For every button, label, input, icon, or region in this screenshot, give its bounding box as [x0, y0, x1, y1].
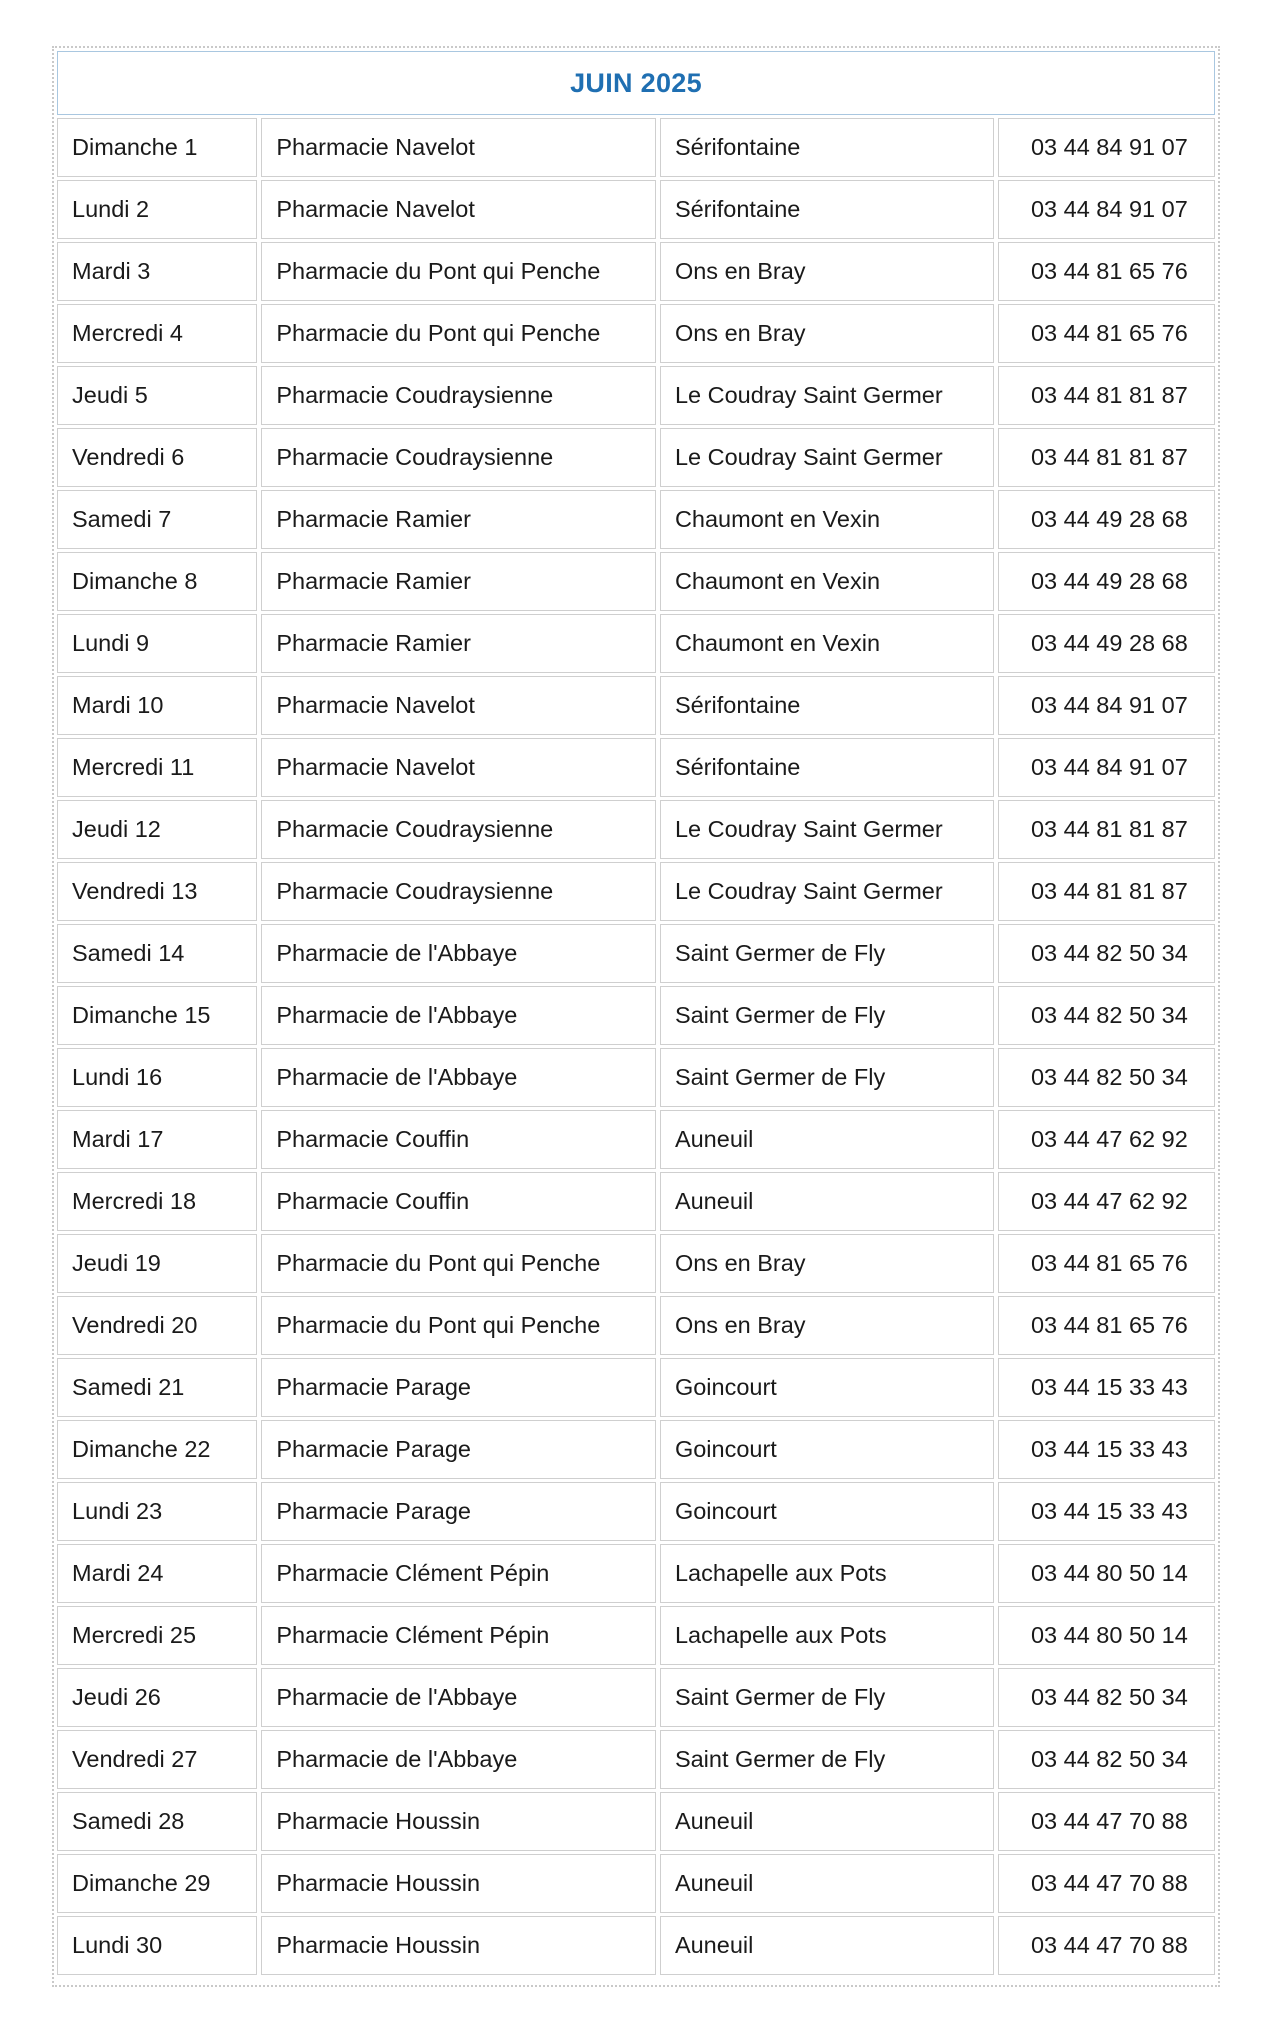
- pharmacy-cell: Pharmacie Houssin: [261, 1792, 656, 1851]
- town-cell: Saint Germer de Fly: [660, 986, 994, 1045]
- town-cell: Goincourt: [660, 1420, 994, 1479]
- day-cell: Mercredi 11: [57, 738, 257, 797]
- town-cell: Le Coudray Saint Germer: [660, 862, 994, 921]
- day-cell: Jeudi 12: [57, 800, 257, 859]
- town-cell: Sérifontaine: [660, 180, 994, 239]
- table-row: [57, 738, 1215, 797]
- town-cell: Chaumont en Vexin: [660, 552, 994, 611]
- town-cell: Sérifontaine: [660, 738, 994, 797]
- table-row: [57, 428, 1215, 487]
- pharmacy-cell: Pharmacie Navelot: [261, 676, 656, 735]
- table-row: [57, 180, 1215, 239]
- phone-cell: 03 44 81 65 76: [998, 304, 1215, 363]
- pharmacy-cell: Pharmacie du Pont qui Penche: [261, 242, 656, 301]
- table-row: [57, 1730, 1215, 1789]
- pharmacy-cell: Pharmacie Parage: [261, 1420, 656, 1479]
- pharmacy-cell: Pharmacie du Pont qui Penche: [261, 1234, 656, 1293]
- pharmacy-cell: Pharmacie Coudraysienne: [261, 366, 656, 425]
- table-row: [57, 1358, 1215, 1417]
- town-cell: Saint Germer de Fly: [660, 1048, 994, 1107]
- phone-cell: 03 44 49 28 68: [998, 552, 1215, 611]
- day-cell: Vendredi 20: [57, 1296, 257, 1355]
- pharmacy-cell: Pharmacie Clément Pépin: [261, 1544, 656, 1603]
- table-row: [57, 986, 1215, 1045]
- table-row: [57, 924, 1215, 983]
- town-cell: Saint Germer de Fly: [660, 924, 994, 983]
- town-cell: Goincourt: [660, 1482, 994, 1541]
- phone-cell: 03 44 47 70 88: [998, 1916, 1215, 1975]
- day-cell: Vendredi 6: [57, 428, 257, 487]
- day-cell: Samedi 21: [57, 1358, 257, 1417]
- table-row: [57, 1792, 1215, 1851]
- pharmacy-cell: Pharmacie Navelot: [261, 738, 656, 797]
- phone-cell: 03 44 82 50 34: [998, 1048, 1215, 1107]
- pharmacy-cell: Pharmacie Ramier: [261, 552, 656, 611]
- pharmacy-cell: Pharmacie du Pont qui Penche: [261, 1296, 656, 1355]
- day-cell: Samedi 28: [57, 1792, 257, 1851]
- town-cell: Auneuil: [660, 1916, 994, 1975]
- table-row: [57, 1916, 1215, 1975]
- town-cell: Sérifontaine: [660, 676, 994, 735]
- pharmacy-cell: Pharmacie Ramier: [261, 490, 656, 549]
- month-title: JUIN 2025: [570, 67, 702, 98]
- day-cell: Mardi 24: [57, 1544, 257, 1603]
- phone-cell: 03 44 15 33 43: [998, 1482, 1215, 1541]
- table-row: [57, 1854, 1215, 1913]
- day-cell: Mercredi 25: [57, 1606, 257, 1665]
- day-cell: Dimanche 15: [57, 986, 257, 1045]
- pharmacy-cell: Pharmacie Navelot: [261, 118, 656, 177]
- table-row: [57, 800, 1215, 859]
- phone-cell: 03 44 15 33 43: [998, 1420, 1215, 1479]
- day-cell: Lundi 30: [57, 1916, 257, 1975]
- phone-cell: 03 44 47 62 92: [998, 1172, 1215, 1231]
- phone-cell: 03 44 84 91 07: [998, 676, 1215, 735]
- pharmacy-cell: Pharmacie de l'Abbaye: [261, 924, 656, 983]
- table-row: [57, 1048, 1215, 1107]
- town-cell: Chaumont en Vexin: [660, 614, 994, 673]
- town-cell: Le Coudray Saint Germer: [660, 428, 994, 487]
- day-cell: Dimanche 1: [57, 118, 257, 177]
- phone-cell: 03 44 81 81 87: [998, 366, 1215, 425]
- pharmacy-cell: Pharmacie Parage: [261, 1358, 656, 1417]
- pharmacy-cell: Pharmacie Coudraysienne: [261, 800, 656, 859]
- day-cell: Jeudi 26: [57, 1668, 257, 1727]
- day-cell: Lundi 9: [57, 614, 257, 673]
- phone-cell: 03 44 81 81 87: [998, 428, 1215, 487]
- table-row: [57, 490, 1215, 549]
- table-row: [57, 552, 1215, 611]
- day-cell: Lundi 2: [57, 180, 257, 239]
- table-row: [57, 1482, 1215, 1541]
- town-cell: Auneuil: [660, 1110, 994, 1169]
- day-cell: Dimanche 29: [57, 1854, 257, 1913]
- table-row: [57, 1668, 1215, 1727]
- day-cell: Dimanche 8: [57, 552, 257, 611]
- phone-cell: 03 44 84 91 07: [998, 180, 1215, 239]
- town-cell: Le Coudray Saint Germer: [660, 366, 994, 425]
- phone-cell: 03 44 81 65 76: [998, 1296, 1215, 1355]
- phone-cell: 03 44 49 28 68: [998, 490, 1215, 549]
- phone-cell: 03 44 82 50 34: [998, 924, 1215, 983]
- pharmacy-cell: Pharmacie de l'Abbaye: [261, 1048, 656, 1107]
- table-row: [57, 1172, 1215, 1231]
- pharmacy-cell: Pharmacie de l'Abbaye: [261, 986, 656, 1045]
- town-cell: Ons en Bray: [660, 1234, 994, 1293]
- day-cell: Mercredi 4: [57, 304, 257, 363]
- duty-rows: [57, 118, 1215, 1975]
- phone-cell: 03 44 81 81 87: [998, 800, 1215, 859]
- table-row: [57, 1110, 1215, 1169]
- table-row: [57, 862, 1215, 921]
- table-row: [57, 1234, 1215, 1293]
- day-cell: Vendredi 13: [57, 862, 257, 921]
- day-cell: Lundi 23: [57, 1482, 257, 1541]
- pharmacy-cell: Pharmacie Ramier: [261, 614, 656, 673]
- pharmacy-cell: Pharmacie Coudraysienne: [261, 428, 656, 487]
- phone-cell: 03 44 81 65 76: [998, 242, 1215, 301]
- pharmacy-cell: Pharmacie Couffin: [261, 1110, 656, 1169]
- calendar-table: [52, 46, 1220, 1987]
- town-cell: Auneuil: [660, 1172, 994, 1231]
- phone-cell: 03 44 49 28 68: [998, 614, 1215, 673]
- day-cell: Samedi 14: [57, 924, 257, 983]
- day-cell: Jeudi 19: [57, 1234, 257, 1293]
- phone-cell: 03 44 82 50 34: [998, 1668, 1215, 1727]
- phone-cell: 03 44 84 91 07: [998, 118, 1215, 177]
- pharmacy-cell: Pharmacie Couffin: [261, 1172, 656, 1231]
- pharmacy-cell: Pharmacie de l'Abbaye: [261, 1668, 656, 1727]
- pharmacy-cell: Pharmacie de l'Abbaye: [261, 1730, 656, 1789]
- pharmacy-cell: Pharmacie du Pont qui Penche: [261, 304, 656, 363]
- day-cell: Vendredi 27: [57, 1730, 257, 1789]
- table-row: [57, 614, 1215, 673]
- pharmacy-cell: Pharmacie Clément Pépin: [261, 1606, 656, 1665]
- table-row: [57, 242, 1215, 301]
- town-cell: Saint Germer de Fly: [660, 1730, 994, 1789]
- phone-cell: 03 44 84 91 07: [998, 738, 1215, 797]
- town-cell: Auneuil: [660, 1854, 994, 1913]
- town-cell: Chaumont en Vexin: [660, 490, 994, 549]
- day-cell: Dimanche 22: [57, 1420, 257, 1479]
- table-row: [57, 118, 1215, 177]
- day-cell: Samedi 7: [57, 490, 257, 549]
- town-cell: Ons en Bray: [660, 242, 994, 301]
- day-cell: Mardi 10: [57, 676, 257, 735]
- town-cell: Goincourt: [660, 1358, 994, 1417]
- phone-cell: 03 44 80 50 14: [998, 1606, 1215, 1665]
- town-cell: Le Coudray Saint Germer: [660, 800, 994, 859]
- pharmacy-cell: Pharmacie Houssin: [261, 1854, 656, 1913]
- day-cell: Jeudi 5: [57, 366, 257, 425]
- table-row: [57, 1420, 1215, 1479]
- pharmacy-cell: Pharmacie Houssin: [261, 1916, 656, 1975]
- town-cell: Saint Germer de Fly: [660, 1668, 994, 1727]
- phone-cell: 03 44 82 50 34: [998, 1730, 1215, 1789]
- town-cell: Auneuil: [660, 1792, 994, 1851]
- day-cell: Mardi 17: [57, 1110, 257, 1169]
- table-row: [57, 1544, 1215, 1603]
- phone-cell: 03 44 82 50 34: [998, 986, 1215, 1045]
- phone-cell: 03 44 47 70 88: [998, 1792, 1215, 1851]
- table-row: [57, 304, 1215, 363]
- phone-cell: 03 44 47 62 92: [998, 1110, 1215, 1169]
- table-row: [57, 1296, 1215, 1355]
- day-cell: Lundi 16: [57, 1048, 257, 1107]
- phone-cell: 03 44 81 81 87: [998, 862, 1215, 921]
- town-cell: Ons en Bray: [660, 1296, 994, 1355]
- phone-cell: 03 44 80 50 14: [998, 1544, 1215, 1603]
- table-row: [57, 366, 1215, 425]
- table-row: [57, 1606, 1215, 1665]
- town-cell: Sérifontaine: [660, 118, 994, 177]
- table-row: [57, 676, 1215, 735]
- day-cell: Mercredi 18: [57, 1172, 257, 1231]
- pharmacy-cell: Pharmacie Coudraysienne: [261, 862, 656, 921]
- phone-cell: 03 44 81 65 76: [998, 1234, 1215, 1293]
- phone-cell: 03 44 15 33 43: [998, 1358, 1215, 1417]
- pharmacy-cell: Pharmacie Parage: [261, 1482, 656, 1541]
- town-cell: Ons en Bray: [660, 304, 994, 363]
- town-cell: Lachapelle aux Pots: [660, 1606, 994, 1665]
- day-cell: Mardi 3: [57, 242, 257, 301]
- phone-cell: 03 44 47 70 88: [998, 1854, 1215, 1913]
- pharmacy-cell: Pharmacie Navelot: [261, 180, 656, 239]
- town-cell: Lachapelle aux Pots: [660, 1544, 994, 1603]
- month-header: [57, 51, 1215, 115]
